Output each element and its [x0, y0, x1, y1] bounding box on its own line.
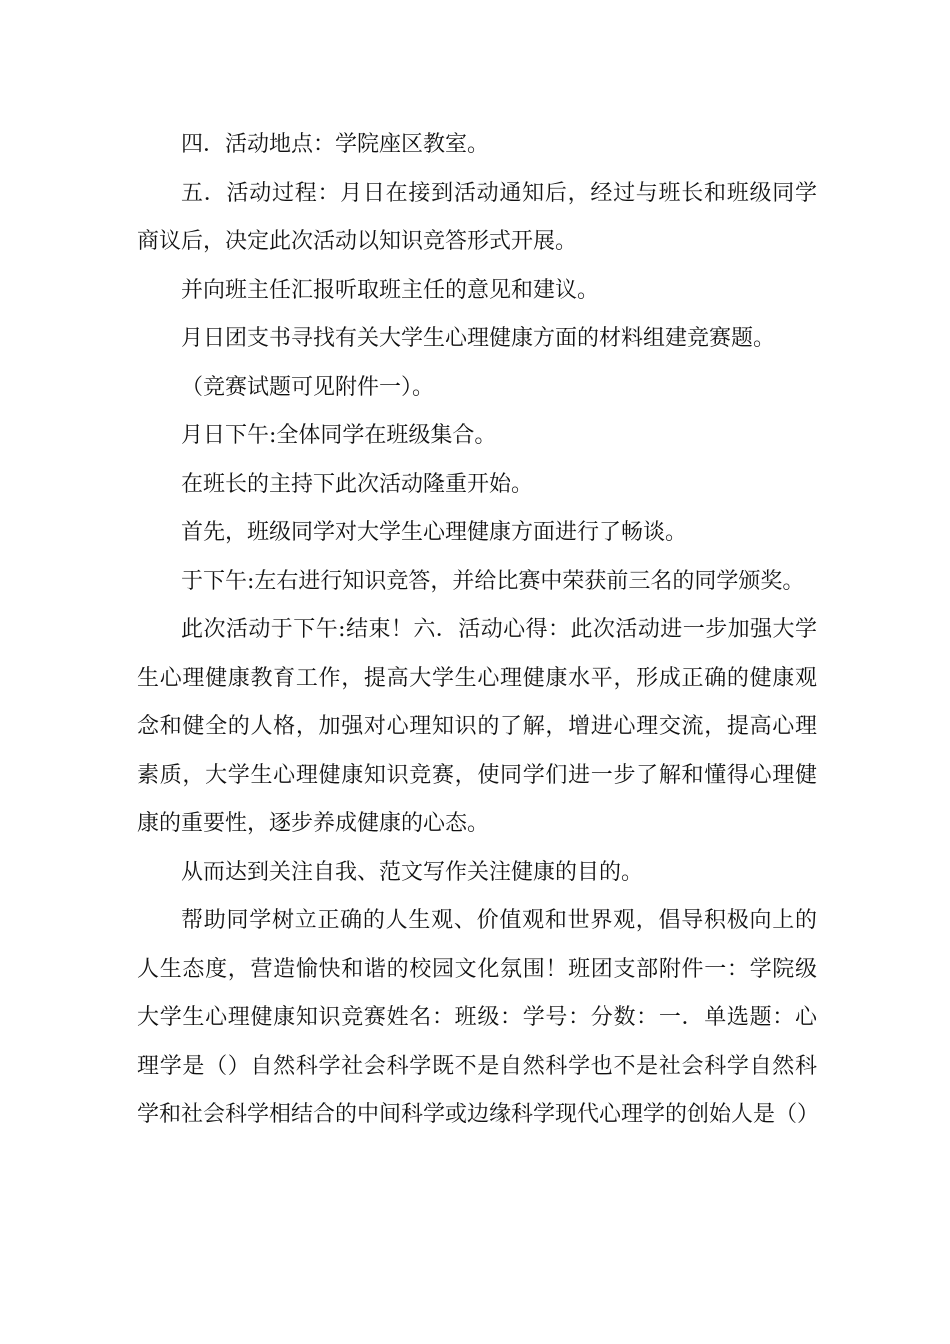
paragraph-activity-start: 在班长的主持下此次活动隆重开始。 — [181, 471, 534, 497]
paragraph-activity-location: 四．活动地点：学院座区教室。 — [181, 132, 490, 157]
paragraph-class-gathering: 月日下午:全体同学在班级集合。 — [181, 423, 497, 448]
paragraph-discussion: 首先，班级同学对大学生心理健康方面进行了畅谈。 — [181, 520, 688, 545]
paragraph-attachment-quiz: 帮助同学树立正确的人生观、价值观和世界观，倡导积极向上的人生态度，营造愉快和谐的校园文化氛围！班团支部附件一：学院级大学生心理健康知识竞赛姓名：班级：学号：分数：一．单选题：心理学是（）自然科学社会科学既不是自然科学也不是社会科学自然科学和社会科学相结合的中间科学或边缘科学现代心理学的创始人是（） — [137, 908, 820, 1127]
paragraph-quiz-awards: 于下午:左右进行知识竞答，并给比赛中荣获前三名的同学颁奖。 — [181, 568, 805, 594]
document-body — [137, 121, 820, 1140]
paragraph-report-teacher: 并向班主任汇报听取班主任的意见和建议。 — [181, 277, 600, 303]
paragraph-attachment-note: （竞赛试题可见附件一）。 — [181, 374, 435, 400]
paragraph-activity-process: 五．活动过程：月日在接到活动通知后，经过与班长和班级同学商议后，决定此次活动以知识竞答形式开展。 — [137, 180, 817, 254]
paragraph-prepare-questions: 月日团支书寻找有关大学生心理健康方面的材料组建竞赛题。 — [181, 326, 776, 351]
paragraph-activity-reflection: 此次活动于下午:结束！六．活动心得：此次活动进一步加强大学生心理健康教育工作，提高大学生心理健康水平，形成正确的健康观念和健全的人格，加强对心理知识的了解，增进心理交流，提高心理素质，大学生心理健康知识竞赛，使同学们进一步了解和懂得心理健康的重要性，逐步养成健康的心态。 — [137, 617, 817, 836]
paragraph-health-goal: 从而达到关注自我、范文写作关注健康的目的。 — [181, 859, 644, 885]
